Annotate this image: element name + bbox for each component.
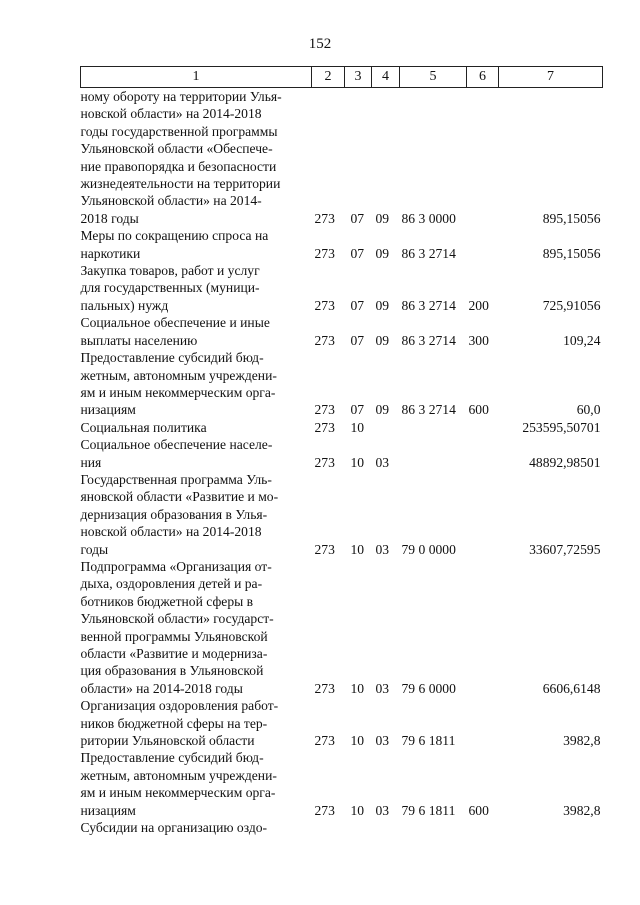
code-gr-cell: 273 [314,454,335,470]
table-row [81,471,603,558]
budget-table [80,66,603,836]
column-header-6: 6 [467,67,499,88]
code-expense-type-cell [467,471,499,558]
column-header-5: 5 [400,67,467,88]
code-target-article-cell: 86 3 2714 [401,402,456,418]
code-expense-type-cell: 600 [468,402,489,418]
row-description [81,558,312,697]
description-line: Социальное обеспечение и иные [80,315,270,331]
description-line: дернизация образования в Улья- [80,506,268,522]
amount-cell: 60,0 [576,402,601,418]
description-line: новской области» на 2014-2018 [80,106,262,122]
table-row [81,819,603,836]
description-line: пальных) нужд [80,297,169,313]
description-line: новской области» на 2014-2018 [80,524,262,540]
amount-cell: 895,15056 [542,210,601,226]
description-line: Предоставление субсидий бюд- [80,350,264,366]
description-line: Социальное обеспечение населе- [80,437,273,453]
amount-cell [499,819,603,836]
amount-cell: 33607,72595 [529,541,601,557]
code-target-article-cell [400,819,467,836]
code-gr-cell: 273 [314,680,335,696]
column-header-3: 3 [345,67,372,88]
table-row [81,558,603,697]
table-body [81,88,603,837]
description-line: Подпрограмма «Организация от- [80,558,272,574]
table-row [81,697,603,749]
amount-cell: 3982,8 [563,733,601,749]
code-section-cell: 10 [350,541,365,557]
code-target-article-cell: 79 0 0000 [401,541,456,557]
description-line: области «Развитие и модерниза- [80,646,268,661]
description-line: годы [80,541,109,557]
description-line: ботников бюджетной сферы в [80,593,254,609]
row-description [81,349,312,419]
code-section-cell: 07 [350,210,365,226]
code-subsection-cell: 09 [375,210,390,226]
description-line: Государственная программа Уль- [80,471,272,487]
description-line: низациям [80,402,136,418]
code-gr-cell: 273 [314,541,335,557]
code-subsection-cell: 03 [375,454,390,470]
row-description [81,697,312,749]
code-section-cell: 07 [350,402,365,418]
code-expense-type-cell: 200 [468,297,489,313]
description-line: ям и иным некоммерческим орга- [80,384,276,400]
code-target-article-cell: 79 6 0000 [401,680,456,696]
code-section-cell: 07 [350,245,365,261]
code-gr-cell [312,819,345,836]
code-section-cell [345,819,372,836]
description-line: Ульяновской области» государст- [80,611,274,627]
code-gr-cell: 273 [314,733,335,749]
description-line: области» на 2014-2018 годы [80,680,243,696]
code-target-article-cell [400,419,467,436]
amount-cell: 725,91056 [542,297,601,313]
table-row [81,314,603,349]
amount-cell: 3982,8 [563,802,601,818]
code-gr-cell: 273 [314,297,335,313]
description-line: жизнедеятельности на территории [80,176,281,192]
description-line: годы государственной программы [80,123,278,139]
table-row [81,749,603,819]
row-description [81,471,312,558]
amount-cell: 48892,98501 [529,454,601,470]
code-expense-type-cell [467,88,499,228]
description-line: низациям [80,802,136,818]
code-section-cell: 07 [350,297,365,313]
column-header-2: 2 [312,67,345,88]
table-row [81,419,603,436]
code-target-article-cell: 86 3 0000 [401,210,456,226]
code-expense-type-cell [467,419,499,436]
description-line: жетным, автономным учреждени- [80,367,277,383]
code-target-article-cell: 86 3 2714 [401,297,456,313]
code-gr-cell: 273 [314,419,335,435]
code-gr-cell: 273 [314,402,335,418]
code-gr-cell: 273 [314,210,335,226]
code-subsection-cell: 03 [375,680,390,696]
table-row [81,88,603,228]
table-row [81,262,603,314]
code-section-cell: 10 [350,733,365,749]
description-line: Организация оздоровления работ- [80,698,279,714]
code-gr-cell: 273 [314,245,335,261]
description-line: Ульяновской области» на 2014- [80,193,262,209]
amount-cell: 6606,6148 [542,680,601,696]
table-row [81,436,603,471]
code-subsection-cell: 09 [375,245,390,261]
description-line: ников бюджетной сферы на тер- [80,715,268,731]
row-description [81,88,312,228]
row-description [81,262,312,314]
description-line: венной программы Ульяновской [80,628,268,644]
description-line: ритории Ульяновской области [80,733,255,749]
code-section-cell: 10 [350,419,365,435]
page-number: 152 [308,36,332,52]
code-expense-type-cell: 300 [468,332,489,348]
code-target-article-cell [400,436,467,471]
code-section-cell: 07 [350,332,365,348]
description-line: наркотики [80,245,141,261]
code-subsection-cell: 09 [375,402,390,418]
amount-cell: 253595,50701 [522,419,601,435]
column-header-4: 4 [372,67,400,88]
code-expense-type-cell: 600 [468,802,489,818]
row-description [81,749,312,819]
row-description [81,436,312,471]
description-line: ние правопорядка и безопасности [80,158,277,174]
row-description [81,227,312,262]
code-subsection-cell: 09 [375,297,390,313]
description-line: выплаты населению [80,332,198,348]
description-line: дыха, оздоровления детей и ра- [80,576,263,592]
column-header-7: 7 [499,67,603,88]
row-description [81,419,312,436]
code-expense-type-cell [467,436,499,471]
table-header-row [81,67,603,88]
column-header-1: 1 [81,67,312,88]
code-section-cell: 10 [350,680,365,696]
description-line: ция образования в Ульяновской [80,663,264,679]
description-line: яновской области «Развитие и мо- [80,489,279,505]
code-target-article-cell: 79 6 1811 [401,802,456,818]
code-subsection-cell: 03 [375,733,390,749]
description-line: для государственных (муници- [80,280,260,296]
description-line: 2018 годы [80,210,139,226]
description-line: жетным, автономным учреждени- [80,767,277,783]
code-target-article-cell: 86 3 2714 [401,245,456,261]
code-expense-type-cell [467,697,499,749]
description-line: Ульяновской области «Обеспече- [80,141,273,157]
code-expense-type-cell [467,227,499,262]
code-expense-type-cell [467,819,499,836]
table-row [81,349,603,419]
code-gr-cell: 273 [314,802,335,818]
description-line: Предоставление субсидий бюд- [80,750,264,766]
code-section-cell: 10 [350,454,365,470]
code-target-article-cell: 79 6 1811 [401,733,456,749]
description-line: Субсидии на организацию оздо- [80,820,268,836]
code-subsection-cell [372,819,400,836]
code-expense-type-cell [467,558,499,697]
code-gr-cell: 273 [314,332,335,348]
description-line: ния [80,454,102,470]
description-line: Социальная политика [80,419,207,435]
description-line: ному обороту на территории Улья- [80,89,282,104]
table-row [81,227,603,262]
code-target-article-cell: 86 3 2714 [401,332,456,348]
row-description [81,314,312,349]
description-line: ям и иным некоммерческим орга- [80,785,276,801]
description-line: Закупка товаров, работ и услуг [80,263,260,279]
code-subsection-cell [372,419,400,436]
amount-cell: 895,15056 [542,245,601,261]
code-subsection-cell: 03 [375,802,390,818]
description-line: Меры по сокращению спроса на [80,228,269,244]
code-section-cell: 10 [350,802,365,818]
amount-cell: 109,24 [563,332,601,348]
row-description [81,819,312,836]
code-subsection-cell: 09 [375,332,390,348]
code-subsection-cell: 03 [375,541,390,557]
